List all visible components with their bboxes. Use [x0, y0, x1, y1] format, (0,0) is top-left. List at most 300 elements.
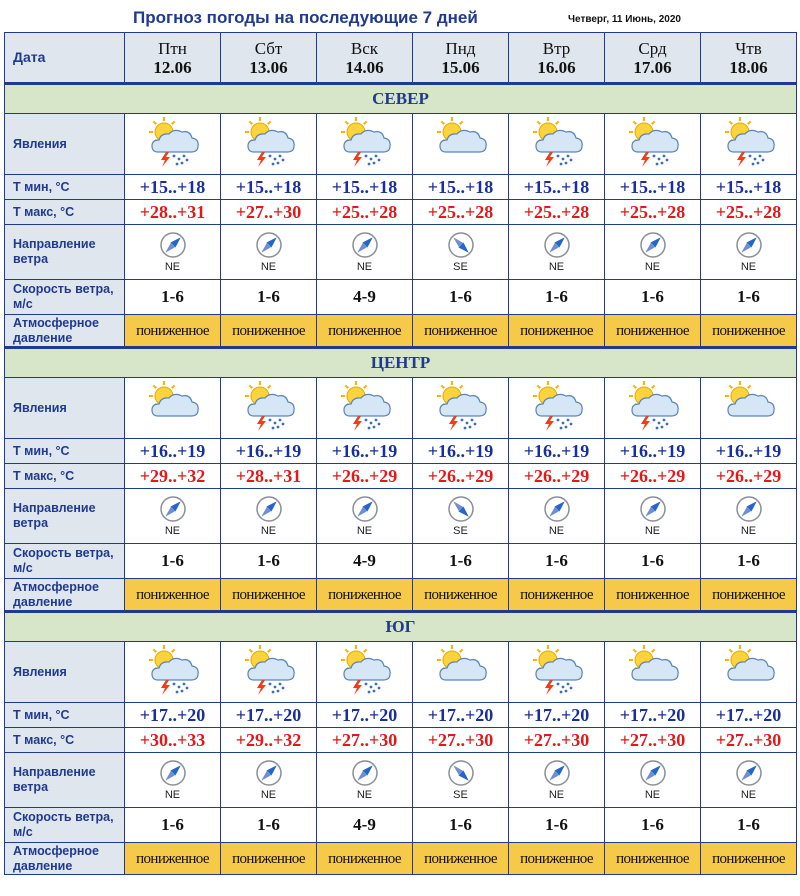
- row-label: [5, 728, 125, 753]
- thunderstorm-rain-icon: [624, 380, 682, 432]
- forecast-cell: [605, 175, 701, 200]
- tmax-value: +27..+30: [235, 201, 302, 222]
- tmax-value: +27..+30: [715, 729, 782, 750]
- pressure-value: пониженное: [424, 586, 497, 603]
- wind-compass-icon: [351, 231, 379, 259]
- forecast-cell: [509, 280, 605, 315]
- day-of-week: Срд: [638, 38, 667, 58]
- tmax-value: +26..+29: [427, 465, 494, 486]
- tmax-value: +27..+30: [619, 729, 686, 750]
- wind-speed-value: 1-6: [737, 287, 760, 306]
- row-label: [5, 200, 125, 225]
- forecast-cell: [317, 808, 413, 843]
- row-label: [5, 315, 125, 348]
- partly-cloudy-icon: [720, 644, 778, 696]
- row-label-text: Атмосферное давление: [13, 579, 99, 609]
- tmax-value: +27..+30: [331, 729, 398, 750]
- wind-speed-value: 1-6: [449, 551, 472, 570]
- forecast-cell: [605, 489, 701, 544]
- tmax-value: +28..+31: [139, 201, 206, 222]
- forecast-cell: [317, 280, 413, 315]
- pressure-value: пониженное: [712, 586, 785, 603]
- tmin-value: +17..+20: [523, 704, 590, 725]
- thunderstorm-rain-icon: [336, 116, 394, 168]
- pressure-value: пониженное: [136, 322, 209, 339]
- forecast-cell: [221, 579, 317, 612]
- forecast-cell: [413, 753, 509, 808]
- day-date: 14.06: [345, 57, 384, 77]
- wind-speed-row: [5, 808, 797, 843]
- pressure-row: [5, 315, 797, 348]
- day-date: 12.06: [153, 57, 192, 77]
- forecast-cell: [125, 728, 221, 753]
- phenomena-row: [5, 378, 797, 439]
- forecast-cell: [125, 439, 221, 464]
- partly-cloudy-icon: [624, 644, 682, 696]
- forecast-cell: [701, 378, 797, 439]
- forecast-cell: [317, 843, 413, 875]
- forecast-cell: [509, 175, 605, 200]
- forecast-cell: [509, 200, 605, 225]
- wind-direction-label: NE: [260, 261, 277, 273]
- wind-compass-icon: [735, 495, 763, 523]
- forecast-cell: [317, 464, 413, 489]
- wind-compass-icon: [255, 759, 283, 787]
- forecast-cell: [413, 642, 509, 703]
- tmax-value: +26..+29: [523, 465, 590, 486]
- wind-compass-icon: [351, 759, 379, 787]
- row-label: [5, 175, 125, 200]
- wind-speed-value: 1-6: [257, 815, 280, 834]
- forecast-cell: [701, 439, 797, 464]
- wind-speed-value: 1-6: [641, 815, 664, 834]
- day-header: [125, 33, 221, 84]
- tmin-value: +16..+19: [331, 440, 398, 461]
- forecast-cell: [317, 579, 413, 612]
- tmax-value: +30..+33: [139, 729, 206, 750]
- forecast-cell: [509, 808, 605, 843]
- forecast-cell: [701, 315, 797, 348]
- day-header: [605, 33, 701, 84]
- forecast-header: [0, 0, 800, 32]
- pressure-value: пониженное: [328, 322, 401, 339]
- day-of-week: Птн: [158, 38, 187, 58]
- region-title: [5, 84, 797, 114]
- forecast-cell: [221, 280, 317, 315]
- tmax-value: +25..+28: [715, 201, 782, 222]
- row-label-text: Скорость ветра, м/с: [13, 810, 114, 839]
- tmax-value: +25..+28: [619, 201, 686, 222]
- forecast-cell: [605, 544, 701, 579]
- forecast-cell: [221, 808, 317, 843]
- wind-speed-value: 4-9: [353, 551, 376, 570]
- tmin-value: +15..+18: [619, 176, 686, 197]
- row-label-text: Т мин, °С: [13, 707, 70, 722]
- forecast-cell: [125, 280, 221, 315]
- tmax-value: +26..+29: [331, 465, 398, 486]
- row-label: [5, 489, 125, 544]
- wind-direction-label: NE: [356, 789, 373, 801]
- forecast-cell: [221, 753, 317, 808]
- row-label: [5, 225, 125, 280]
- region-name: ЦЕНТР: [370, 353, 431, 372]
- forecast-cell: [509, 114, 605, 175]
- thunderstorm-rain-icon: [144, 116, 202, 168]
- tmin-value: +17..+20: [331, 704, 398, 725]
- pressure-value: пониженное: [520, 586, 593, 603]
- row-label-text: Атмосферное давление: [13, 843, 99, 873]
- wind-direction-label: NE: [740, 525, 757, 537]
- forecast-cell: [701, 225, 797, 280]
- forecast-cell: [701, 703, 797, 728]
- forecast-cell: [701, 280, 797, 315]
- wind-direction-label: NE: [164, 261, 181, 273]
- thunderstorm-rain-icon: [432, 380, 490, 432]
- wind-compass-icon: [447, 495, 475, 523]
- forecast-cell: [413, 378, 509, 439]
- forecast-cell: [221, 464, 317, 489]
- wind-direction-label: NE: [548, 261, 565, 273]
- wind-compass-icon: [543, 759, 571, 787]
- forecast-cell: [413, 464, 509, 489]
- day-date: 13.06: [249, 57, 288, 77]
- day-of-week: Вск: [350, 38, 379, 58]
- partly-cloudy-icon: [144, 380, 202, 432]
- forecast-cell: [509, 464, 605, 489]
- day-date: 16.06: [537, 57, 576, 77]
- forecast-cell: [125, 225, 221, 280]
- tmax-value: +28..+31: [235, 465, 302, 486]
- pressure-row: [5, 579, 797, 612]
- pressure-value: пониженное: [328, 586, 401, 603]
- tmax-value: +26..+29: [619, 465, 686, 486]
- forecast-cell: [701, 544, 797, 579]
- pressure-value: пониженное: [424, 322, 497, 339]
- forecast-cell: [413, 280, 509, 315]
- tmin-value: +15..+18: [523, 176, 590, 197]
- day-header: [221, 33, 317, 84]
- partly-cloudy-icon: [432, 116, 490, 168]
- forecast-cell: [605, 378, 701, 439]
- wind-speed-value: 1-6: [641, 287, 664, 306]
- row-label-text: Т мин, °С: [13, 179, 70, 194]
- forecast-cell: [605, 728, 701, 753]
- forecast-cell: [509, 843, 605, 875]
- forecast-cell: [701, 808, 797, 843]
- region-title: [5, 348, 797, 378]
- tmin-value: +17..+20: [619, 704, 686, 725]
- row-label: [5, 464, 125, 489]
- forecast-cell: [125, 544, 221, 579]
- thunderstorm-rain-icon: [336, 380, 394, 432]
- pressure-value: пониженное: [328, 850, 401, 867]
- forecast-cell: [509, 753, 605, 808]
- forecast-cell: [413, 489, 509, 544]
- tmax-row: [5, 200, 797, 225]
- wind-speed-value: 4-9: [353, 815, 376, 834]
- wind-direction-label: NE: [260, 525, 277, 537]
- forecast-cell: [125, 642, 221, 703]
- row-label: [5, 544, 125, 579]
- forecast-cell: [413, 225, 509, 280]
- row-label-text: Скорость ветра, м/с: [13, 282, 114, 311]
- forecast-cell: [125, 464, 221, 489]
- wind-speed-row: [5, 280, 797, 315]
- day-of-week: Сбт: [254, 38, 283, 58]
- wind-compass-icon: [447, 759, 475, 787]
- thunderstorm-rain-icon: [528, 380, 586, 432]
- day-header: [509, 33, 605, 84]
- wind-direction-label: SE: [453, 261, 468, 273]
- thunderstorm-rain-icon: [528, 644, 586, 696]
- pressure-row: [5, 843, 797, 875]
- tmin-value: +15..+18: [331, 176, 398, 197]
- tmax-value: +25..+28: [331, 201, 398, 222]
- forecast-cell: [701, 642, 797, 703]
- pressure-value: пониженное: [616, 850, 689, 867]
- forecast-cell: [605, 315, 701, 348]
- forecast-cell: [701, 114, 797, 175]
- forecast-cell: [605, 579, 701, 612]
- tmin-value: +17..+20: [427, 704, 494, 725]
- forecast-cell: [509, 728, 605, 753]
- tmax-value: +25..+28: [523, 201, 590, 222]
- row-label-text: Явления: [13, 400, 67, 415]
- wind-speed-value: 1-6: [545, 287, 568, 306]
- forecast-cell: [605, 703, 701, 728]
- wind-direction-label: SE: [453, 789, 468, 801]
- forecast-cell: [413, 544, 509, 579]
- row-label-text: Атмосферное давление: [13, 315, 99, 345]
- wind-compass-icon: [255, 231, 283, 259]
- wind-compass-icon: [255, 495, 283, 523]
- partly-cloudy-icon: [720, 380, 778, 432]
- row-label: [5, 579, 125, 612]
- tmin-value: +17..+20: [715, 704, 782, 725]
- row-label: [5, 439, 125, 464]
- pressure-value: пониженное: [616, 586, 689, 603]
- wind-direction-label: NE: [356, 525, 373, 537]
- partly-cloudy-icon: [432, 644, 490, 696]
- tmax-value: +29..+32: [235, 729, 302, 750]
- wind-speed-value: 1-6: [737, 551, 760, 570]
- wind-direction-label: NE: [740, 789, 757, 801]
- pressure-value: пониженное: [136, 586, 209, 603]
- thunderstorm-rain-icon: [240, 380, 298, 432]
- day-header: [413, 33, 509, 84]
- day-of-week: Втр: [542, 38, 571, 58]
- row-label: [5, 808, 125, 843]
- forecast-cell: [701, 200, 797, 225]
- forecast-cell: [701, 175, 797, 200]
- forecast-cell: [413, 843, 509, 875]
- forecast-cell: [221, 439, 317, 464]
- page-title: Прогноз погоды на последующие 7 дней: [133, 8, 478, 27]
- forecast-cell: [221, 225, 317, 280]
- forecast-cell: [509, 225, 605, 280]
- wind-compass-icon: [639, 231, 667, 259]
- wind-compass-icon: [735, 231, 763, 259]
- thunderstorm-rain-icon: [528, 116, 586, 168]
- forecast-cell: [221, 114, 317, 175]
- tmin-value: +16..+19: [139, 440, 206, 461]
- row-label-text: Явления: [13, 136, 67, 151]
- tmax-row: [5, 464, 797, 489]
- forecast-cell: [413, 114, 509, 175]
- forecast-cell: [317, 642, 413, 703]
- forecast-cell: [125, 843, 221, 875]
- day-of-week: Чтв: [735, 38, 762, 58]
- wind-direction-row: [5, 753, 797, 808]
- wind-compass-icon: [447, 231, 475, 259]
- row-label-text: Т макс, °С: [13, 204, 75, 219]
- forecast-cell: [125, 114, 221, 175]
- forecast-cell: [317, 315, 413, 348]
- wind-direction-label: NE: [548, 525, 565, 537]
- day-header: [701, 33, 797, 84]
- wind-compass-icon: [351, 495, 379, 523]
- pressure-value: пониженное: [520, 322, 593, 339]
- row-label-text: Т мин, °С: [13, 443, 70, 458]
- row-label: [5, 378, 125, 439]
- day-date: 18.06: [729, 57, 768, 77]
- pressure-value: пониженное: [520, 850, 593, 867]
- date-label-text: Дата: [13, 49, 46, 65]
- row-label-text: Направление ветра: [13, 501, 96, 530]
- tmax-value: +27..+30: [523, 729, 590, 750]
- forecast-cell: [413, 579, 509, 612]
- tmin-row: [5, 439, 797, 464]
- wind-speed-value: 1-6: [737, 815, 760, 834]
- forecast-cell: [413, 703, 509, 728]
- forecast-cell: [605, 439, 701, 464]
- tmin-value: +15..+18: [715, 176, 782, 197]
- forecast-cell: [509, 703, 605, 728]
- tmax-value: +27..+30: [427, 729, 494, 750]
- forecast-cell: [317, 728, 413, 753]
- forecast-cell: [221, 703, 317, 728]
- forecast-cell: [701, 489, 797, 544]
- wind-direction-label: NE: [644, 261, 661, 273]
- forecast-cell: [701, 753, 797, 808]
- wind-direction-label: NE: [260, 789, 277, 801]
- forecast-cell: [317, 703, 413, 728]
- forecast-cell: [317, 378, 413, 439]
- region-row: [5, 84, 797, 114]
- forecast-cell: [605, 280, 701, 315]
- tmax-value: +29..+32: [139, 465, 206, 486]
- wind-speed-value: 1-6: [545, 551, 568, 570]
- thunderstorm-rain-icon: [624, 116, 682, 168]
- forecast-cell: [221, 489, 317, 544]
- forecast-cell: [509, 489, 605, 544]
- day-of-week: Пнд: [445, 38, 476, 58]
- wind-direction-label: NE: [356, 261, 373, 273]
- phenomena-row: [5, 642, 797, 703]
- forecast-cell: [317, 114, 413, 175]
- wind-direction-label: NE: [644, 789, 661, 801]
- pressure-value: пониженное: [232, 322, 305, 339]
- forecast-cell: [509, 315, 605, 348]
- tmin-value: +16..+19: [715, 440, 782, 461]
- forecast-cell: [605, 114, 701, 175]
- forecast-cell: [125, 489, 221, 544]
- tmax-value: +26..+29: [715, 465, 782, 486]
- wind-speed-value: 1-6: [449, 815, 472, 834]
- pressure-value: пониженное: [232, 850, 305, 867]
- tmax-row: [5, 728, 797, 753]
- forecast-cell: [125, 579, 221, 612]
- wind-speed-value: 1-6: [161, 551, 184, 570]
- forecast-cell: [221, 200, 317, 225]
- row-label-text: Явления: [13, 664, 67, 679]
- forecast-cell: [605, 808, 701, 843]
- pressure-value: пониженное: [712, 850, 785, 867]
- wind-direction-label: NE: [548, 789, 565, 801]
- forecast-cell: [125, 175, 221, 200]
- forecast-cell: [221, 843, 317, 875]
- wind-direction-label: NE: [164, 525, 181, 537]
- row-label-text: Скорость ветра, м/с: [13, 546, 114, 575]
- tmin-row: [5, 703, 797, 728]
- wind-compass-icon: [159, 759, 187, 787]
- row-label-text: Направление ветра: [13, 765, 96, 794]
- day-header: [317, 33, 413, 84]
- wind-compass-icon: [159, 231, 187, 259]
- tmin-row: [5, 175, 797, 200]
- region-name: ЮГ: [385, 617, 416, 636]
- forecast-cell: [509, 378, 605, 439]
- forecast-cell: [509, 579, 605, 612]
- pressure-value: пониженное: [712, 322, 785, 339]
- thunderstorm-rain-icon: [336, 644, 394, 696]
- current-date: Четверг, 11 Июнь, 2020: [568, 14, 681, 25]
- wind-speed-value: 1-6: [161, 815, 184, 834]
- tmax-value: +25..+28: [427, 201, 494, 222]
- wind-speed-value: 1-6: [257, 551, 280, 570]
- wind-speed-value: 4-9: [353, 287, 376, 306]
- tmin-value: +16..+19: [427, 440, 494, 461]
- wind-direction-label: NE: [164, 789, 181, 801]
- row-label-text: Направление ветра: [13, 237, 96, 266]
- row-label-text: Т макс, °С: [13, 732, 75, 747]
- forecast-cell: [221, 315, 317, 348]
- wind-speed-value: 1-6: [257, 287, 280, 306]
- forecast-cell: [605, 200, 701, 225]
- forecast-cell: [413, 200, 509, 225]
- row-label: [5, 114, 125, 175]
- row-label: [5, 280, 125, 315]
- forecast-cell: [317, 439, 413, 464]
- region-name: СЕВЕР: [372, 89, 429, 108]
- region-title: [5, 612, 797, 642]
- phenomena-row: [5, 114, 797, 175]
- wind-speed-value: 1-6: [449, 287, 472, 306]
- wind-compass-icon: [735, 759, 763, 787]
- forecast-cell: [509, 544, 605, 579]
- forecast-cell: [701, 843, 797, 875]
- thunderstorm-rain-icon: [144, 644, 202, 696]
- wind-compass-icon: [639, 759, 667, 787]
- forecast-cell: [317, 200, 413, 225]
- wind-compass-icon: [159, 495, 187, 523]
- forecast-cell: [125, 753, 221, 808]
- forecast-cell: [413, 728, 509, 753]
- forecast-cell: [317, 225, 413, 280]
- forecast-cell: [125, 703, 221, 728]
- forecast-cell: [413, 808, 509, 843]
- tmin-value: +16..+19: [235, 440, 302, 461]
